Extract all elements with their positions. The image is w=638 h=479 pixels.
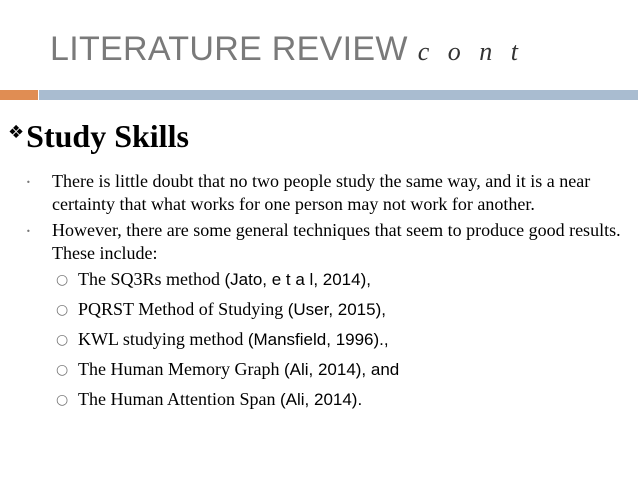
diamond-bullet-icon: ❖ bbox=[8, 122, 25, 143]
slide-title bbox=[50, 30, 524, 69]
accent-bar-blue bbox=[39, 90, 638, 100]
slide-body bbox=[26, 170, 626, 418]
sub-bullet-item bbox=[56, 298, 626, 322]
circle-bullet-icon: ○ bbox=[56, 392, 69, 408]
sub-bullet-text: The Human Memory Graph bbox=[78, 359, 284, 379]
section-heading-text: Study Skills bbox=[26, 118, 189, 154]
citation: (User, 2015), bbox=[287, 300, 386, 319]
citation: (Jato, e t a l, 2014), bbox=[224, 270, 371, 289]
bullet-item bbox=[26, 170, 626, 216]
citation: (Ali, 2014). bbox=[279, 390, 363, 409]
citation: (Ali, 2014), and bbox=[283, 360, 400, 379]
sub-bullet-item bbox=[56, 388, 626, 412]
circle-bullet-icon: ○ bbox=[56, 272, 69, 288]
section-heading bbox=[8, 118, 189, 155]
citation: (Mansfield, 1996)., bbox=[247, 330, 389, 349]
circle-bullet-icon: ○ bbox=[56, 362, 69, 378]
sub-bullet-item bbox=[56, 328, 626, 352]
bullet-text: However, there are some general techniques that seem to produce good results. These include: bbox=[52, 220, 621, 263]
sub-bullet-text: The Human Attention Span bbox=[78, 389, 280, 409]
bullet-item bbox=[26, 219, 626, 265]
sub-bullet-text: KWL studying method bbox=[78, 329, 248, 349]
circle-bullet-icon: ○ bbox=[56, 302, 69, 318]
sub-bullet-text: PQRST Method of Studying bbox=[78, 299, 288, 319]
bullet-dot-icon: • bbox=[26, 178, 31, 187]
slide-title-suffix: c o n t bbox=[417, 37, 524, 66]
sub-bullet-item bbox=[56, 358, 626, 382]
slide-title-text: LITERATURE REVIEW bbox=[50, 30, 408, 68]
bullet-dot-icon: • bbox=[26, 227, 31, 236]
sub-bullet-text: The SQ3Rs method bbox=[78, 269, 225, 289]
circle-bullet-icon: ○ bbox=[56, 332, 69, 348]
bullet-text: There is little doubt that no two people study the same way, and it is a near certainty that what works for one person may not work for another. bbox=[52, 171, 591, 214]
accent-bar-orange bbox=[0, 90, 38, 100]
sub-bullet-item bbox=[56, 268, 626, 292]
